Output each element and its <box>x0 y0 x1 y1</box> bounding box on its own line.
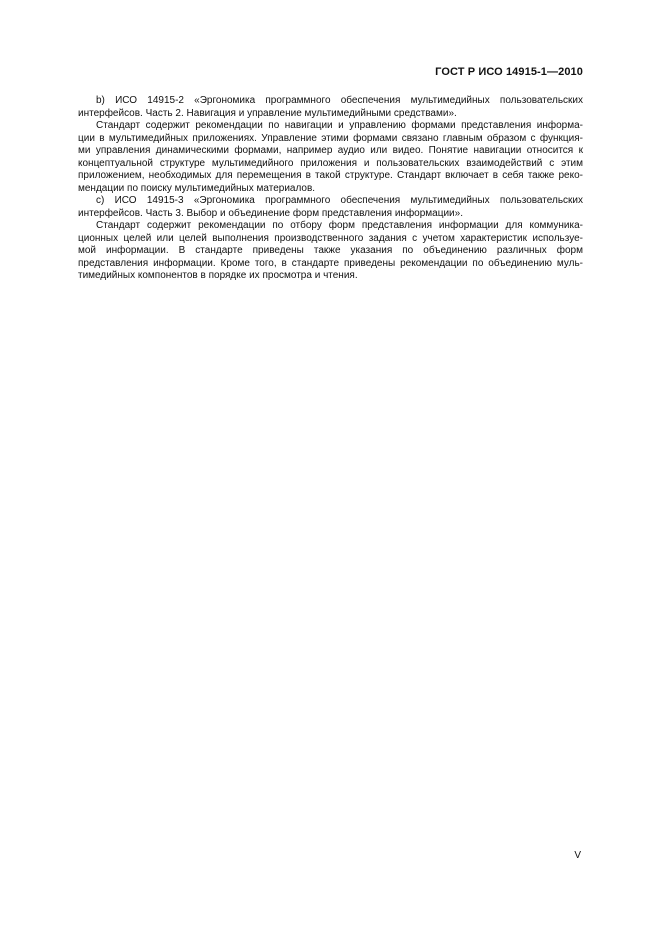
paragraph-navigation-description <box>78 120 583 195</box>
text-line: c) ИСО 14915-3 «Эргономика программного обеспечения мультимедийных пользовательских <box>96 195 583 206</box>
text-line: ционных целей или целей выполнения производственного задания с учетом характеристик используе- <box>78 232 583 244</box>
paragraph-iso-14915-2 <box>78 95 583 120</box>
text-line: ми управления динамическими формами, например аудио или видео. Понятие навигации относится к <box>78 145 583 156</box>
text-line: концептуальной структуре мультимедийного приложения и пользовательских взаимодействий с этим <box>78 157 583 169</box>
text-line: интерфейсов. Часть 3. Выбор и объединение форм представления информации». <box>78 207 463 219</box>
paragraph-selection-description <box>78 220 583 283</box>
document-code-header: ГОСТ Р ИСО 14915-1—2010 <box>435 66 583 78</box>
text-line: b) ИСО 14915-2 «Эргономика программного обеспечения мультимедийных пользовательских <box>96 95 583 106</box>
text-line: Стандарт содержит рекомендации по навигации и управлению формами представления информа- <box>96 120 583 131</box>
text-line: ции в мультимедийных приложениях. Управление этими формами связано главным образом с функция- <box>78 132 583 144</box>
text-line: мендации по поиску мультимедийных материалов. <box>78 182 316 194</box>
text-line: мой информации. В стандарте приведены также указания по объединению различных форм <box>78 245 583 256</box>
text-line: тимедийных компонентов в порядке их просмотра и чтения. <box>78 270 358 281</box>
paragraph-iso-14915-3 <box>78 195 583 220</box>
text-line: Стандарт содержит рекомендации по отбору форм представления информации для коммуника- <box>96 220 583 231</box>
text-line: интерфейсов. Часть 2. Навигация и управление мультимедийными средствами». <box>78 107 457 119</box>
document-body <box>78 95 583 283</box>
page-number: V <box>574 850 581 861</box>
text-line: приложением, необходимых для перемещения в такой структуре. Стандарт включает в себя также реко- <box>78 170 583 181</box>
text-line: представления информации. Кроме того, в стандарте приведены рекомендации по объединению муль- <box>78 257 583 269</box>
